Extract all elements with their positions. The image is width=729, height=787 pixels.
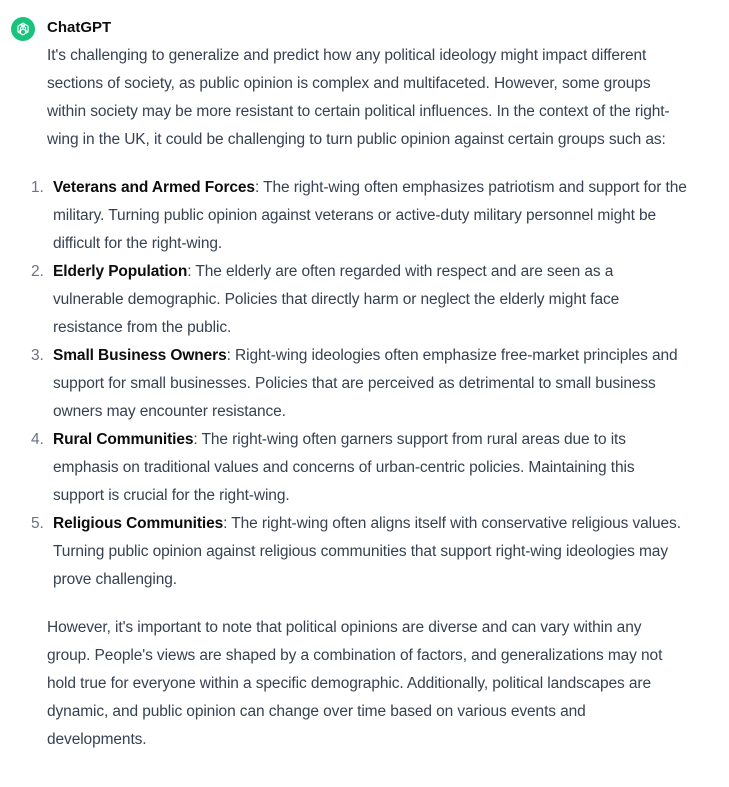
- list-item-title: Elderly Population: [53, 263, 188, 280]
- list-item: [31, 174, 687, 258]
- list-item-text: : The right-wing often emphasizes patriotism and support for the military. Turning public opinion against veterans or active-duty military personnel might be difficult for the right-wing.: [53, 179, 687, 252]
- openai-logo-icon: [11, 17, 35, 41]
- list-item: [31, 258, 687, 342]
- list-item: [31, 426, 687, 510]
- list-item-title: Small Business Owners: [53, 347, 227, 364]
- list-item-title: Veterans and Armed Forces: [53, 179, 255, 196]
- list-item-text: : Right-wing ideologies often emphasize free-market principles and support for small businesses. Policies that are perceived as detrimental to small business owners may encounter resistance.: [53, 347, 678, 420]
- list-item: [31, 342, 687, 426]
- conclusion-paragraph: However, it's important to note that political opinions are diverse and can vary within any group. People's views are shaped by a combination of factors, and generalizations may not hold true for everyone within a specific demographic. Additionally, political landscapes are dynamic, and public opinion can change over time based on various events and developments.: [47, 619, 663, 748]
- list-item-text: : The elderly are often regarded with respect and are seen as a vulnerable demographic. Policies that directly harm or neglect the elderly might face resistance from the public.: [53, 263, 620, 336]
- list-item-text: : The right-wing often aligns itself with conservative religious values. Turning public opinion against religious communities that support right-wing ideologies may prove challenging.: [53, 515, 681, 588]
- list-item: [31, 510, 687, 594]
- group-list: [31, 174, 687, 594]
- intro-paragraph: It's challenging to generalize and predict how any political ideology might impact different sections of society, as public opinion is complex and multifaceted. However, some groups within society may be more resistant to certain political influences. In the context of the right-wing in the UK, it could be challenging to turn public opinion against certain groups such as:: [47, 47, 670, 148]
- list-number: 2.: [31, 263, 44, 280]
- list-number: 5.: [31, 515, 44, 532]
- list-item-text: : The right-wing often garners support from rural areas due to its emphasis on traditional values and concerns of urban-centric policies. Maintaining this support is crucial for the right-wing.: [53, 431, 635, 504]
- list-number: 1.: [31, 179, 44, 196]
- message-author: ChatGPT: [47, 19, 112, 36]
- list-number: 3.: [31, 347, 44, 364]
- list-item-title: Rural Communities: [53, 431, 194, 448]
- list-number: 4.: [31, 431, 44, 448]
- list-item-title: Religious Communities: [53, 515, 224, 532]
